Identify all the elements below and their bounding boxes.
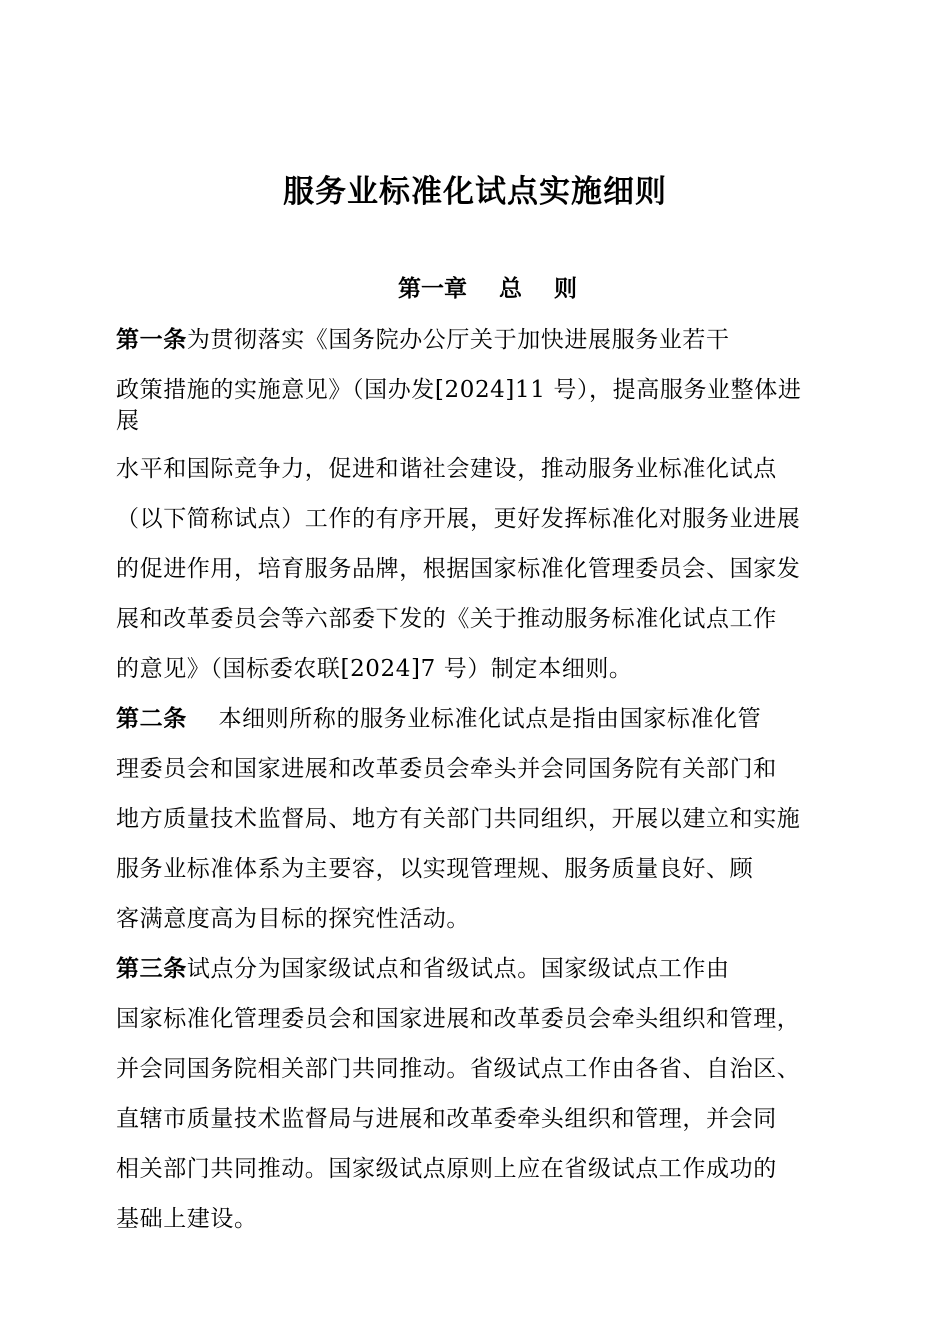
- article-2-label: 第二条: [116, 706, 187, 732]
- article-1-text: 的意见》（国标委农联[2024]7 号）制定本细则。: [116, 656, 633, 682]
- article-1-text: 展和改革委员会等六部委下发的《关于推动服务标准化试点工作: [116, 606, 777, 632]
- document-title: 服务业标准化试点实施细则: [283, 174, 667, 210]
- chapter-heading: 第一章 总 则: [397, 276, 578, 302]
- article-1-text: 展: [116, 408, 140, 434]
- article-1-text: 为贯彻落实《国务院办公厅关于加快进展服务业若干: [186, 327, 730, 353]
- article-3-text: 基础上建设。: [116, 1206, 258, 1232]
- article-3-text: 相关部门共同推动。国家级试点原则上应在省级试点工作成功的: [116, 1156, 777, 1182]
- article-2-first-line: [116, 703, 761, 735]
- article-2-text: 客满意度高为目标的探究性活动。: [116, 906, 470, 932]
- article-3-text: 并会同国务院相关部门共同推动。省级试点工作由各省、自治区、: [116, 1056, 801, 1082]
- article-3-text: 国家标准化管理委员会和国家进展和改革委员会牵头组织和管理，: [116, 1006, 801, 1032]
- article-2-text: 理委员会和国家进展和改革委员会牵头并会同国务院有关部门和: [116, 756, 777, 782]
- article-1-first-line: [116, 324, 730, 356]
- article-1-label: 第一条: [116, 327, 187, 353]
- article-3-label: 第三条: [116, 956, 187, 982]
- article-3-text: 直辖市质量技术监督局与进展和改革委牵头组织和管理，并会同: [116, 1106, 777, 1132]
- article-1-text: （以下简称试点）工作的有序开展，更好发挥标准化对服务业进展: [116, 506, 801, 532]
- article-1-text: 政策措施的实施意见》（国办发[2024]11 号），提高服务业整体进: [116, 377, 802, 403]
- article-2-text: 地方质量技术监督局、地方有关部门共同组织，开展以建立和实施: [116, 806, 801, 832]
- article-3-first-line: [116, 953, 730, 985]
- article-3-text: 试点分为国家级试点和省级试点。国家级试点工作由: [186, 956, 730, 982]
- article-1-text: 的促进作用，培育服务品牌，根据国家标准化管理委员会、国家发: [116, 556, 801, 582]
- article-2-text: 服务业标准体系为主要容，以实现管理规、服务质量良好、顾: [116, 856, 754, 882]
- article-2-text: 本细则所称的服务业标准化试点是指由国家标准化管: [186, 706, 762, 732]
- article-1-text: 水平和国际竞争力，促进和谐社会建设，推动服务业标准化试点: [116, 456, 777, 482]
